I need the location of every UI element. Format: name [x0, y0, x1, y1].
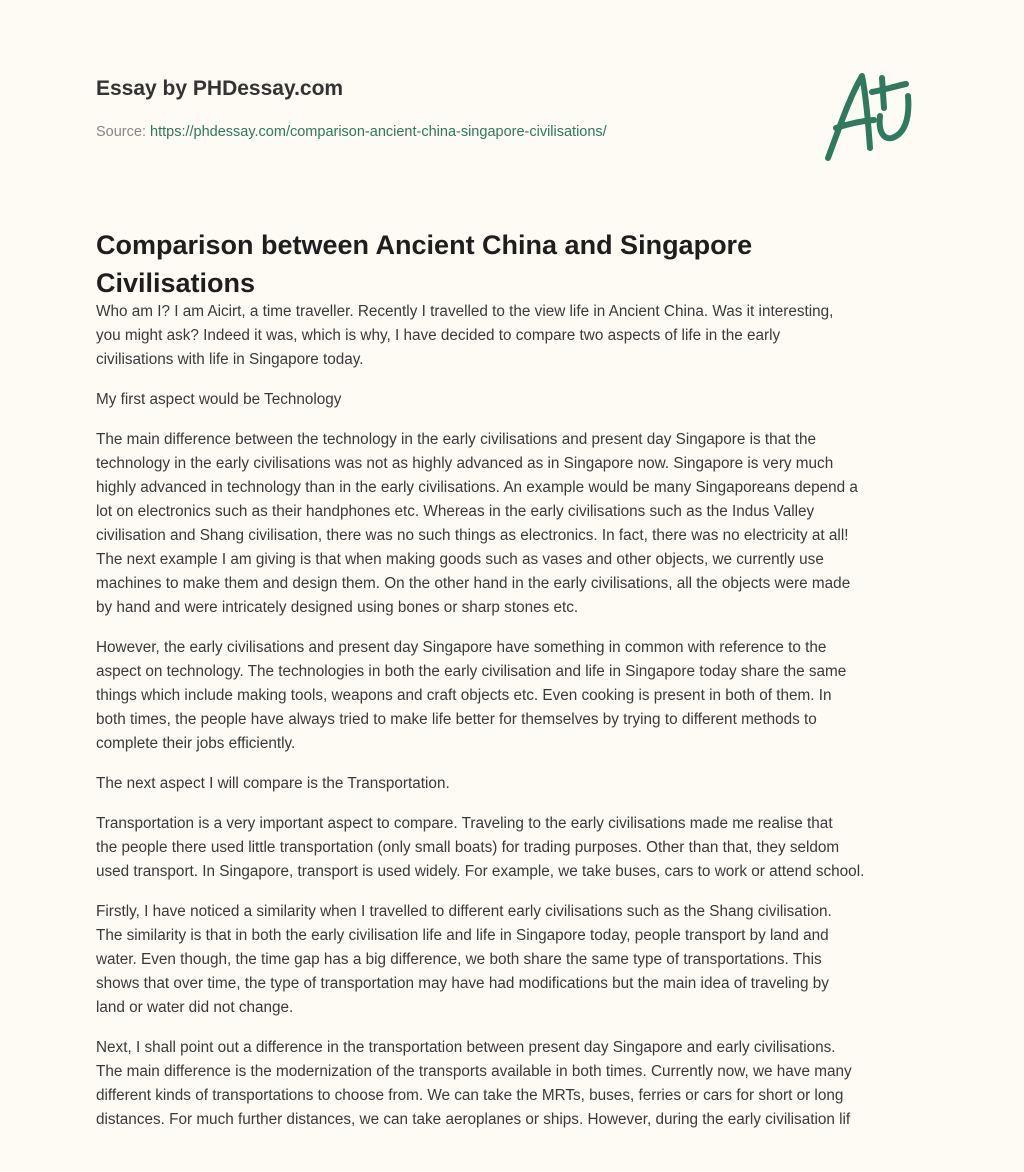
paragraph-line: distances. For much further distances, we can take aeroplanes or ships. However, during the early civilisation lif — [96, 1111, 851, 1128]
paragraph — [96, 812, 946, 884]
paragraph — [96, 772, 946, 796]
paragraph-line: you might ask? Indeed it was, which is why, I have decided to compare two aspects of life in the early — [96, 327, 781, 344]
paragraph-line: civilisations with life in Singapore today. — [96, 351, 364, 368]
paragraph-line: used transport. In Singapore, transport is used widely. For example, we take buses, cars to work or attend school. — [96, 863, 865, 880]
site-brand: Essay by PHDessay.com — [96, 77, 344, 100]
paragraph — [96, 428, 946, 620]
paragraph — [96, 1036, 946, 1132]
paragraph-line: aspect on technology. The technologies in both the early civilisation and life in Singapore today share the same — [96, 663, 847, 680]
article-title — [96, 226, 936, 302]
source-label: Source: — [96, 124, 146, 140]
paragraph-line: Transportation is a very important aspect to compare. Traveling to the early civilisations made me realise that — [96, 815, 833, 832]
paragraph-line: water. Even though, the time gap has a big difference, we both share the same type of transportations. This — [96, 951, 822, 968]
paragraph-line: The main difference is the modernization of the transports available in both times. Currently now, we have many — [96, 1063, 852, 1080]
paragraph-line: However, the early civilisations and present day Singapore have something in common with reference to the — [96, 639, 827, 656]
title-line: Comparison between Ancient China and Singapore — [96, 230, 753, 260]
paragraph-line: Firstly, I have noticed a similarity when I travelled to different early civilisations such as the Shang civilisation. — [96, 903, 832, 920]
paragraph-line: The next aspect I will compare is the Transportation. — [96, 775, 450, 792]
paragraph-line: both times, the people have always tried to make life better for themselves by trying to different methods to — [96, 711, 817, 728]
paragraph-line: different kinds of transportations to choose from. We can take the MRTs, buses, ferries or cars for short or long — [96, 1087, 844, 1104]
source-line — [96, 124, 607, 140]
paragraph — [96, 900, 946, 1020]
paragraph — [96, 636, 946, 756]
paragraph-line: civilisation and Shang civilisation, there was no such things as electronics. In fact, there was no electricity at all! — [96, 527, 849, 544]
title-line: Civilisations — [96, 268, 256, 298]
paragraph-line: the people there used little transportation (only small boats) for trading purposes. Other than that, they seldom — [96, 839, 840, 856]
paragraph-line: Who am I? I am Aicirt, a time traveller. Recently I travelled to the view life in Ancient China. Was it interesting, — [96, 303, 834, 320]
paragraph-line: Next, I shall point out a difference in the transportation between present day Singapore and early civilisations. — [96, 1039, 836, 1056]
paragraph-line: by hand and were intricately designed using bones or sharp stones etc. — [96, 599, 579, 616]
paragraph-line: technology in the early civilisations was not as highly advanced as in Singapore now. Singapore is very much — [96, 455, 834, 472]
a-plus-logo-icon — [818, 66, 928, 166]
article-body — [96, 300, 946, 1148]
paragraph-line: highly advanced in technology than in the early civilisations. An example would be many Singaporeans depend a — [96, 479, 858, 496]
paragraph — [96, 300, 946, 372]
paragraph-line: shows that over time, the type of transportation may have had modifications but the main idea of traveling by — [96, 975, 829, 992]
paragraph-line: The next example I am giving is that when making goods such as vases and other objects, we currently use — [96, 551, 824, 568]
paragraph-line: machines to make them and design them. On the other hand in the early civilisations, all the objects were made — [96, 575, 851, 592]
paragraph-line: The main difference between the technology in the early civilisations and present day Singapore is that the — [96, 431, 816, 448]
paragraph-line: land or water did not change. — [96, 999, 294, 1016]
paragraph-line: complete their jobs efficiently. — [96, 735, 296, 752]
paragraph-line: My first aspect would be Technology — [96, 391, 342, 408]
source-link[interactable]: https://phdessay.com/comparison-ancient-china-singapore-civilisations/ — [150, 124, 607, 140]
paragraph — [96, 388, 946, 412]
paragraph-line: things which include making tools, weapons and craft objects etc. Even cooking is present in both of them. In — [96, 687, 832, 704]
paragraph-line: The similarity is that in both the early civilisation life and life in Singapore today, people transport by land and — [96, 927, 829, 944]
paragraph-line: lot on electronics such as their handphones etc. Whereas in the early civilisations such as the Indus Valley — [96, 503, 815, 520]
